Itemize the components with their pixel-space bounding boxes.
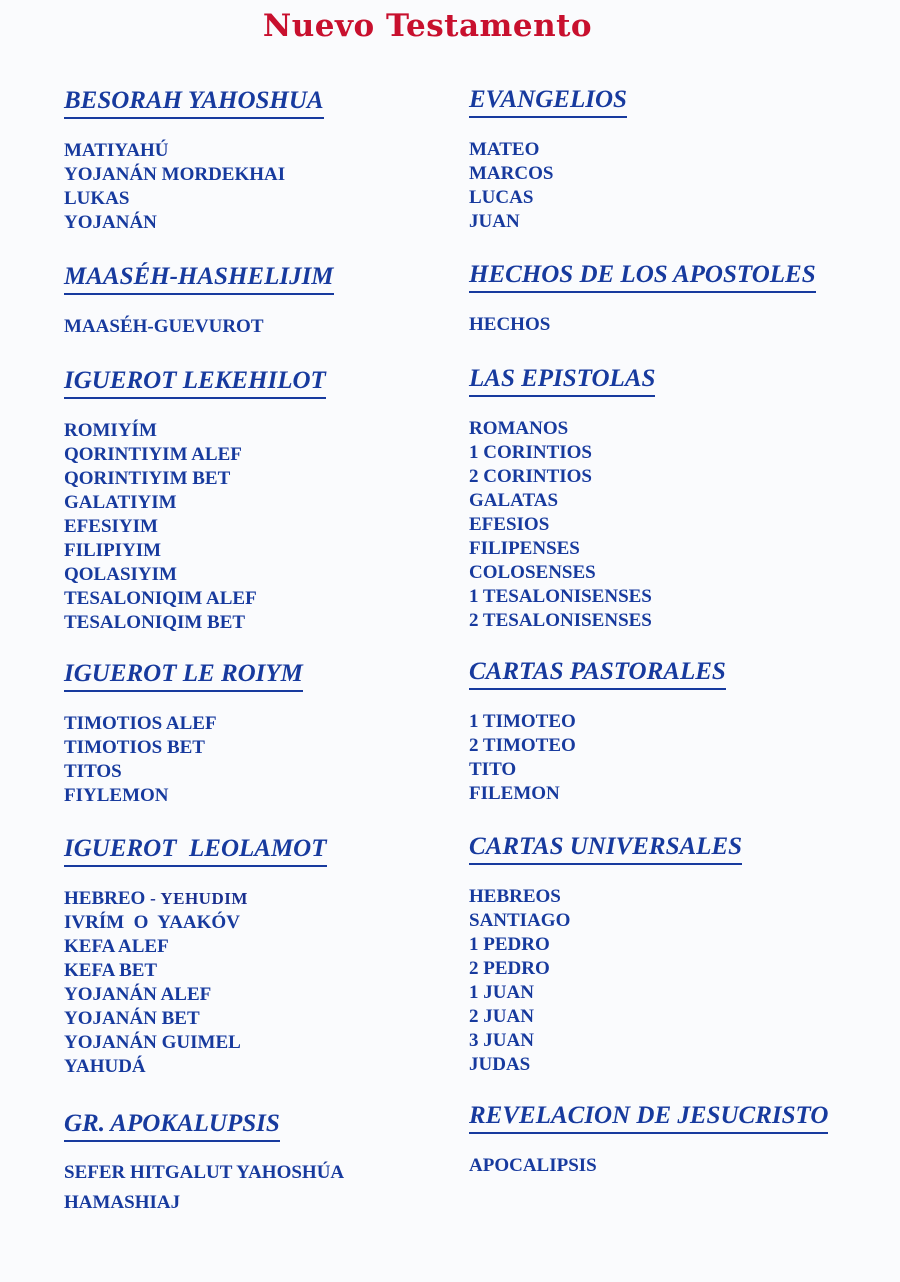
- book-name-main: HEBREO: [64, 888, 146, 909]
- section-iguerot-le-roiym: [64, 659, 484, 808]
- section-iguerot-leolamot: [64, 834, 484, 1079]
- book-name: YOJANÁN ALEF: [64, 984, 212, 1005]
- section-heading: IGUEROT LEOLAMOT: [64, 834, 327, 867]
- section-heading: IGUEROT LEKEHILOT: [64, 366, 326, 399]
- book-name: MATEO: [469, 139, 540, 160]
- book-name: KEFA BET: [64, 960, 158, 981]
- book-name: ROMANOS: [469, 418, 569, 439]
- book-name: MAASÉH-GUEVUROT: [64, 316, 264, 337]
- book-name: 2 JUAN: [469, 1006, 534, 1027]
- book-name: [64, 887, 484, 911]
- book-name-suffix: - YEHUDIM: [145, 889, 248, 908]
- section-heading: CARTAS UNIVERSALES: [469, 832, 742, 865]
- book-list: [64, 139, 484, 235]
- book-list: [469, 885, 889, 1077]
- hebrew-names-column: [64, 0, 484, 1282]
- book-name: APOCALIPSIS: [469, 1155, 597, 1176]
- book-name: LUCAS: [469, 187, 534, 208]
- book-list: [64, 887, 484, 1079]
- book-name: TITO: [469, 759, 517, 780]
- book-name: 2 CORINTIOS: [469, 466, 592, 487]
- book-list: [64, 315, 484, 339]
- section-besorah-yahoshua: [64, 86, 484, 235]
- section-revelacion-de-jesucristo: [469, 1101, 889, 1178]
- section-heading: IGUEROT LE ROIYM: [64, 659, 303, 692]
- book-name: 1 PEDRO: [469, 934, 550, 955]
- section-gr-apokalupsis: [64, 1109, 484, 1218]
- book-name: KEFA ALEF: [64, 936, 169, 957]
- section-heading: BESORAH YAHOSHUA: [64, 86, 324, 119]
- book-name: IVRÍM O YAAKÓV: [64, 912, 240, 933]
- book-list: [64, 712, 484, 808]
- page-title: Nuevo Testamento: [262, 8, 593, 44]
- book-name: HECHOS: [469, 314, 551, 335]
- book-list: [64, 419, 484, 635]
- book-name: FILIPENSES: [469, 538, 580, 559]
- book-list: [64, 1158, 484, 1218]
- book-name: YAHUDÁ: [64, 1056, 146, 1077]
- book-name: 2 TIMOTEO: [469, 735, 576, 756]
- book-name: JUDAS: [469, 1054, 531, 1075]
- book-list: [469, 417, 889, 633]
- section-heading: EVANGELIOS: [469, 85, 627, 118]
- section-heading: MAASÉH-HASHELIJIM: [64, 262, 334, 295]
- book-name: SEFER HITGALUT YAHOSHÚA: [64, 1162, 345, 1183]
- section-las-epistolas: [469, 364, 889, 633]
- book-name: GALATAS: [469, 490, 559, 511]
- book-name: HAMASHIAJ: [64, 1192, 181, 1213]
- book-name: 3 JUAN: [469, 1030, 534, 1051]
- book-name: TITOS: [64, 761, 122, 782]
- section-iguerot-lekehilot: [64, 366, 484, 635]
- section-cartas-pastorales: [469, 657, 889, 806]
- book-name: 2 PEDRO: [469, 958, 550, 979]
- book-name: QORINTIYIM BET: [64, 468, 231, 489]
- book-name: EFESIYIM: [64, 516, 158, 537]
- book-name: QORINTIYIM ALEF: [64, 444, 242, 465]
- book-name: FILEMON: [469, 783, 560, 804]
- book-name: MATIYAHÚ: [64, 140, 169, 161]
- book-name: 1 TESALONISENSES: [469, 586, 652, 607]
- section-maaseh-hashelijim: [64, 262, 484, 339]
- section-evangelios: [469, 85, 889, 234]
- book-name: 1 JUAN: [469, 982, 534, 1003]
- book-name: 1 TIMOTEO: [469, 711, 576, 732]
- section-heading: GR. APOKALUPSIS: [64, 1109, 280, 1142]
- book-name: JUAN: [469, 211, 520, 232]
- book-name: QOLASIYIM: [64, 564, 177, 585]
- book-name: TESALONIQIM BET: [64, 612, 246, 633]
- book-name: LUKAS: [64, 188, 130, 209]
- book-name: FIYLEMON: [64, 785, 169, 806]
- section-heading: REVELACION DE JESUCRISTO: [469, 1101, 828, 1134]
- section-heading: HECHOS DE LOS APOSTOLES: [469, 260, 816, 293]
- book-name: TIMOTIOS ALEF: [64, 713, 217, 734]
- section-cartas-universales: [469, 832, 889, 1077]
- book-name: TIMOTIOS BET: [64, 737, 205, 758]
- book-name: SANTIAGO: [469, 910, 571, 931]
- book-list: [469, 313, 889, 337]
- section-heading: LAS EPISTOLAS: [469, 364, 655, 397]
- spanish-names-column: [469, 0, 889, 1282]
- book-list: [469, 710, 889, 806]
- book-name: MARCOS: [469, 163, 554, 184]
- book-name: GALATIYIM: [64, 492, 177, 513]
- book-name: COLOSENSES: [469, 562, 596, 583]
- section-hechos-de-los-apostoles: [469, 260, 889, 337]
- book-name: FILIPIYIM: [64, 540, 162, 561]
- book-name: 2 TESALONISENSES: [469, 610, 652, 631]
- book-name: YOJANÁN GUIMEL: [64, 1032, 241, 1053]
- book-name: ROMIYÍM: [64, 420, 157, 441]
- book-name: 1 CORINTIOS: [469, 442, 592, 463]
- book-name: YOJANÁN: [64, 212, 157, 233]
- book-list: [469, 138, 889, 234]
- book-name: YOJANÁN BET: [64, 1008, 200, 1029]
- book-name: YOJANÁN MORDEKHAI: [64, 164, 286, 185]
- section-heading: CARTAS PASTORALES: [469, 657, 726, 690]
- book-name: HEBREOS: [469, 886, 561, 907]
- book-list: [469, 1154, 889, 1178]
- book-name: EFESIOS: [469, 514, 550, 535]
- book-name: TESALONIQIM ALEF: [64, 588, 257, 609]
